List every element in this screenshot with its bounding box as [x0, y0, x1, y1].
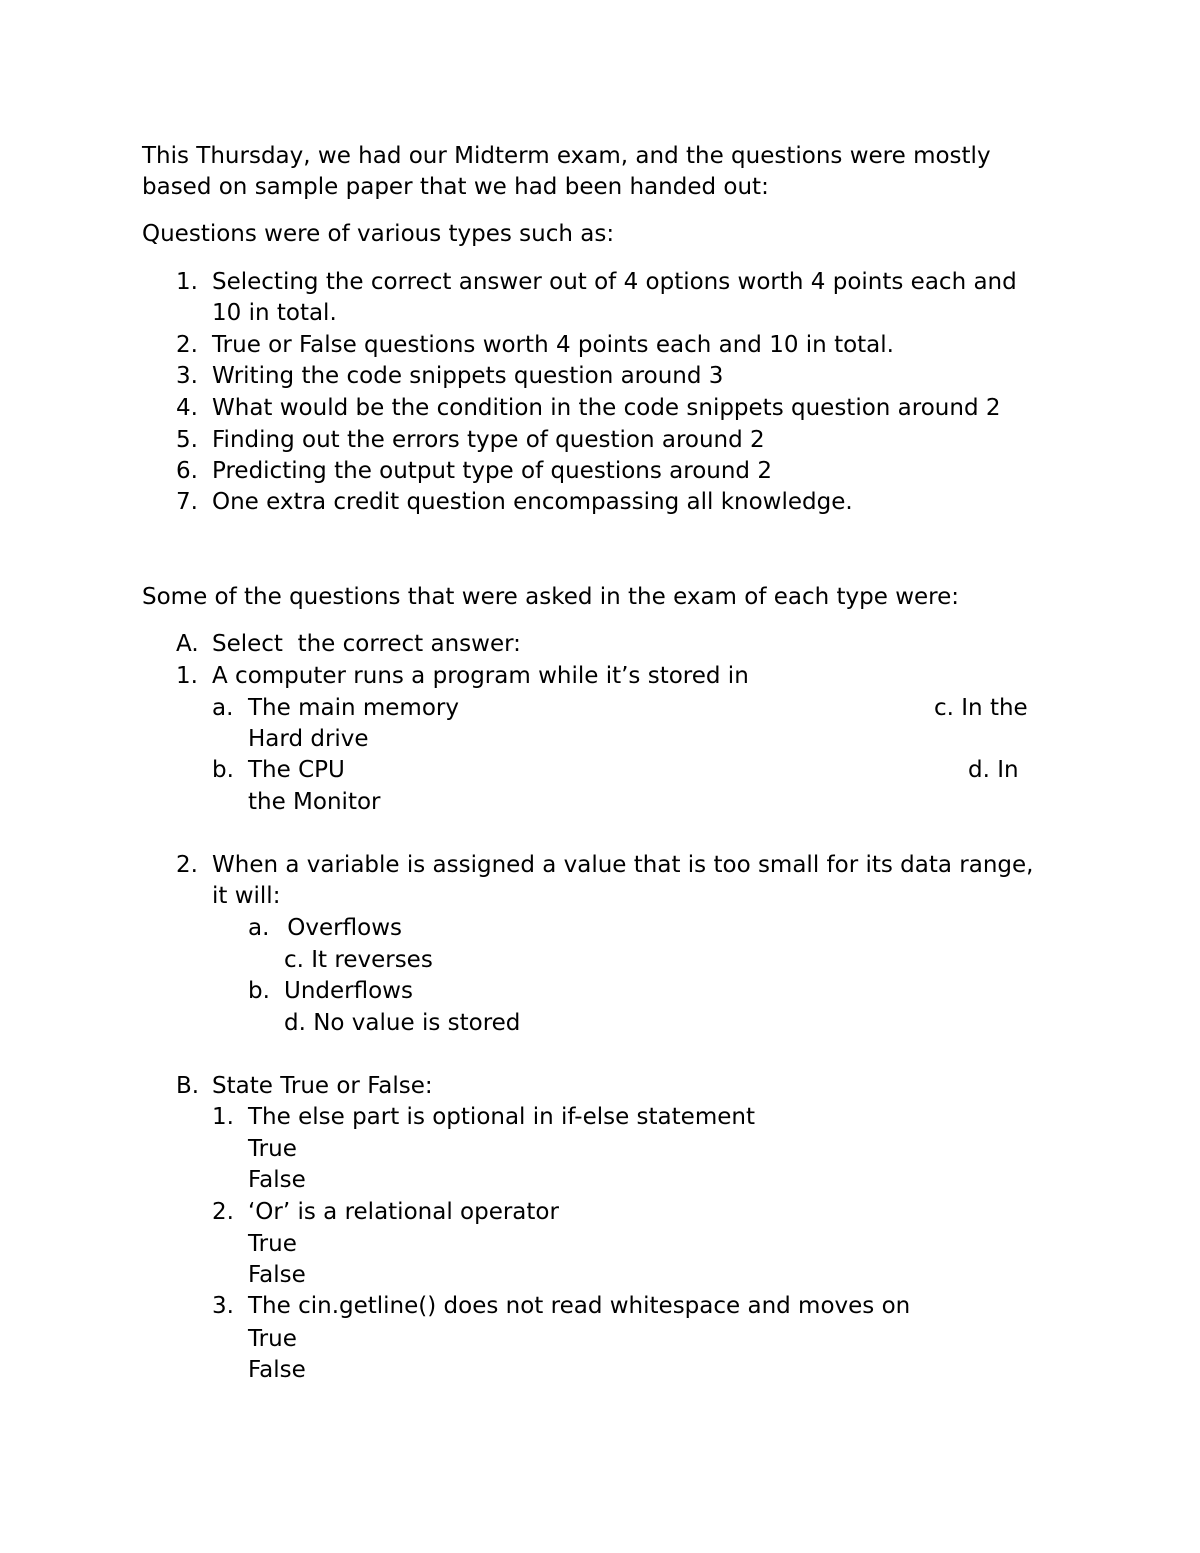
types-item-number: 6.	[176, 458, 198, 484]
option-label: b.	[212, 757, 234, 783]
option-label: a.	[248, 915, 270, 941]
question-text-wrap: it will:	[212, 883, 281, 909]
intro-line-2: based on sample paper that we had been handed out:	[142, 174, 769, 200]
types-item-text: Predicting the output type of questions around 2	[212, 458, 772, 484]
question-text: When a variable is assigned a value that is too small for its data range,	[212, 852, 1034, 878]
types-item-text: Writing the code snippets question around 3	[212, 363, 724, 389]
types-item-text-wrap: 10 in total.	[212, 300, 337, 326]
option-text: Underflows	[284, 978, 413, 1004]
section-b-label: B.	[176, 1073, 200, 1099]
types-item-text: One extra credit question encompassing all knowledge.	[212, 489, 853, 515]
option-text: d. In	[968, 757, 1019, 783]
option-text-wrap: Hard drive	[248, 726, 369, 752]
types-item-number: 1.	[176, 269, 198, 295]
types-item-text: What would be the condition in the code snippets question around 2	[212, 395, 1001, 421]
true-option: True	[248, 1231, 297, 1257]
section-a-title: Select the correct answer:	[212, 631, 521, 657]
option-text: The CPU	[248, 757, 345, 783]
question-number: 3.	[212, 1293, 234, 1319]
types-heading: Questions were of various types such as:	[142, 221, 615, 247]
question-number: 1.	[212, 1104, 234, 1130]
types-item-number: 3.	[176, 363, 198, 389]
option-text: d. No value is stored	[284, 1010, 521, 1036]
false-option: False	[248, 1357, 306, 1383]
types-item-text: Finding out the errors type of question around 2	[212, 427, 765, 453]
option-text: Overflows	[280, 915, 402, 941]
false-option: False	[248, 1167, 306, 1193]
true-option: True	[248, 1136, 297, 1162]
examples-heading: Some of the questions that were asked in the exam of each type were:	[142, 584, 960, 610]
false-option: False	[248, 1262, 306, 1288]
question-text: The cin.getline() does not read whitespace and moves on	[248, 1293, 911, 1319]
types-item-number: 4.	[176, 395, 198, 421]
types-item-number: 5.	[176, 427, 198, 453]
section-a-label: A.	[176, 631, 199, 657]
section-b-title: State True or False:	[212, 1073, 433, 1099]
types-item-number: 2.	[176, 332, 198, 358]
question-text: The else part is optional in if-else statement	[248, 1104, 755, 1130]
types-item-text: True or False questions worth 4 points each and 10 in total.	[212, 332, 894, 358]
option-label: a.	[212, 695, 234, 721]
question-number: 1.	[176, 663, 198, 689]
question-number: 2.	[176, 852, 198, 878]
types-item-number: 7.	[176, 489, 198, 515]
option-text: c. In the	[934, 695, 1028, 721]
option-text: c. It reverses	[284, 947, 433, 973]
option-text-wrap: the Monitor	[248, 789, 381, 815]
intro-line-1: This Thursday, we had our Midterm exam, and the questions were mostly	[142, 143, 991, 169]
option-label: b.	[248, 978, 270, 1004]
option-text: The main memory	[248, 695, 459, 721]
question-number: 2.	[212, 1199, 234, 1225]
true-option: True	[248, 1326, 297, 1352]
question-text: ‘Or’ is a relational operator	[248, 1199, 559, 1225]
question-text: A computer runs a program while it’s stored in	[212, 663, 749, 689]
types-item-text: Selecting the correct answer out of 4 options worth 4 points each and	[212, 269, 1017, 295]
